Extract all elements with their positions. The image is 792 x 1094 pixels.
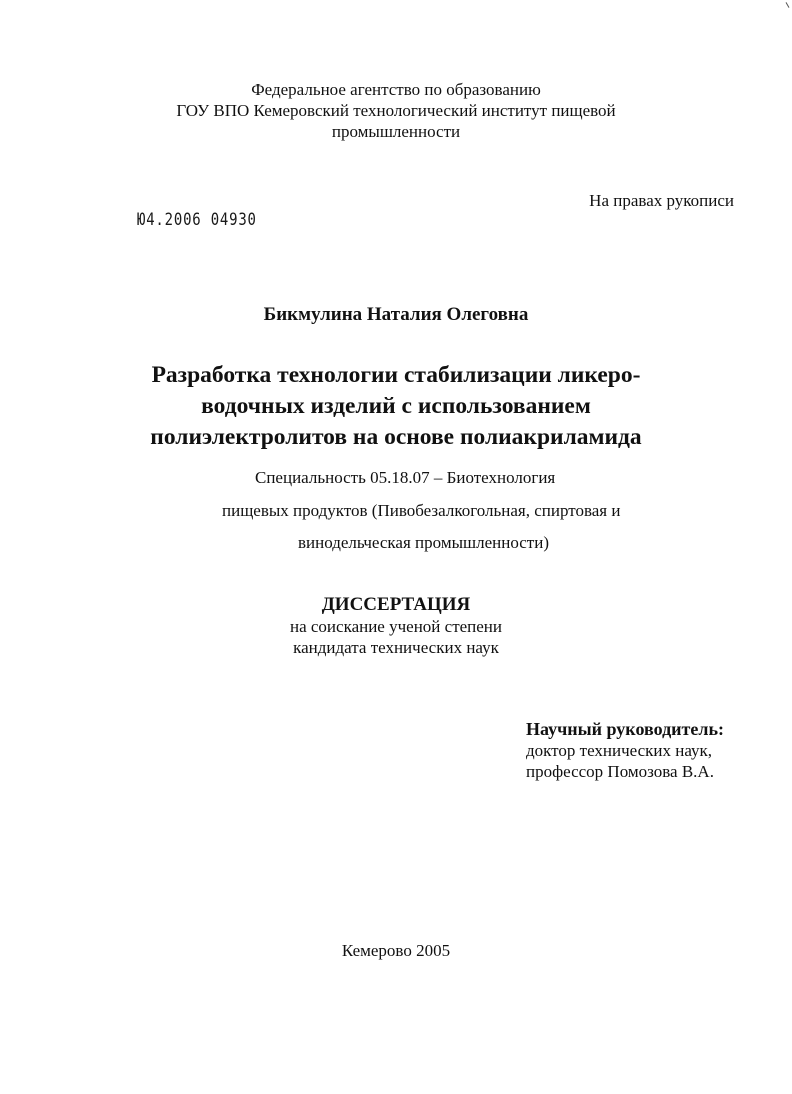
thesis-title-line3: полиэлектролитов на основе полиакриламида: [150, 424, 642, 450]
degree-line1: на соискание ученой степени: [289, 617, 503, 636]
document-type: ДИССЕРТАЦИЯ: [321, 594, 471, 615]
specialty-line1: Специальность 05.18.07 – Биотехнология: [255, 468, 556, 487]
institute-name-line2: промышленности: [331, 122, 461, 141]
advisor-heading: Научный руководитель:: [526, 719, 724, 739]
thesis-title-line1: Разработка технологии стабилизации ликеро-: [151, 362, 641, 388]
city-year: Кемерово 2005: [341, 941, 451, 960]
scan-artifact-mark: [786, 2, 790, 8]
author-name: Бикмулина Наталия Олеговна: [263, 304, 529, 325]
rights-note: На правах рукописи: [589, 191, 734, 210]
specialty-line3: винодельческая промышленности): [298, 533, 549, 552]
registration-stamp: Ю4.2006 04930: [137, 210, 257, 230]
agency-name: Федеральное агентство по образованию: [251, 80, 541, 99]
institute-name-line1: ГОУ ВПО Кемеровский технологический институт пищевой: [176, 101, 616, 120]
advisor-degree: доктор технических наук,: [526, 741, 713, 760]
degree-line2: кандидата технических наук: [293, 638, 499, 657]
thesis-title-line2: водочных изделий с использованием: [201, 393, 591, 419]
advisor-name: профессор Помозова В.А.: [526, 762, 714, 781]
specialty-line2: пищевых продуктов (Пивобезалкогольная, спиртовая и: [222, 501, 621, 520]
